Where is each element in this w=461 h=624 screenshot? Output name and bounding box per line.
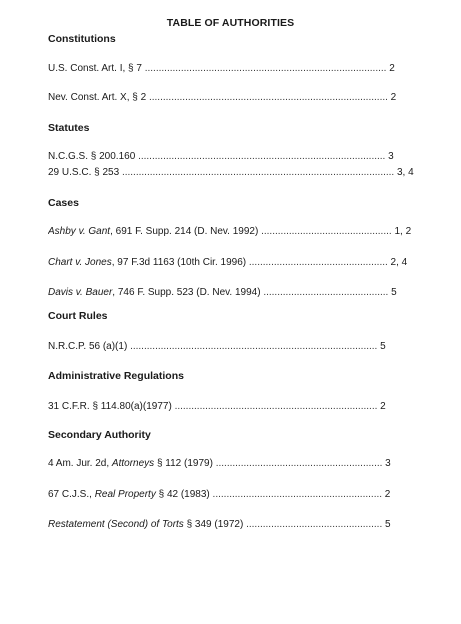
- citation-italic-text: Restatement (Second) of Torts: [48, 519, 184, 530]
- citation-text: § 112 (1979): [154, 458, 216, 469]
- dot-leader: ............................................................: [215, 458, 383, 469]
- citation-text: Nev. Const. Art. X, § 2: [48, 92, 149, 103]
- citation-italic-text: Chart v. Jones: [48, 257, 112, 268]
- authority-entry: [48, 287, 397, 298]
- dot-leader: .............................................: [263, 287, 389, 298]
- citation-italic-text: Ashby v. Gant: [48, 226, 111, 237]
- page-references: 1, 2: [391, 226, 412, 237]
- page-references: 2: [386, 63, 395, 74]
- page-references: 5: [382, 519, 391, 530]
- dot-leader: ......................................................................................: [148, 92, 388, 103]
- authority-entry: [48, 489, 390, 500]
- citation-text: 29 U.S.C. § 253: [48, 167, 122, 178]
- citation-text: 67 C.J.S.,: [48, 489, 95, 500]
- section-heading: Administrative Regulations: [48, 370, 184, 382]
- section-heading: Statutes: [48, 122, 90, 134]
- citation-text: , 97 F.3d 1163 (10th Cir. 1996): [111, 257, 249, 268]
- dot-leader: ..................................................................................................: [121, 167, 395, 178]
- citation-text: 31 C.F.R. § 114.80(a)(1977): [48, 401, 175, 412]
- citation-text: , 691 F. Supp. 214 (D. Nev. 1992): [110, 226, 262, 237]
- citation-text: U.S. Const. Art. I, § 7: [48, 63, 145, 74]
- page-references: 3: [385, 151, 394, 162]
- authority-entry: [48, 458, 391, 469]
- section-heading: Constitutions: [48, 33, 116, 45]
- citation-text: § 42 (1983): [155, 489, 213, 500]
- page-references: 5: [377, 341, 386, 352]
- authority-entry: [48, 167, 414, 178]
- page-references: 2: [387, 92, 397, 103]
- citation-italic-text: Attorneys: [111, 458, 155, 469]
- authority-entry: [48, 257, 407, 268]
- dot-leader: .........................................................................................: [138, 151, 386, 162]
- document-title: TABLE OF AUTHORITIES: [166, 17, 295, 29]
- page-references: 2: [377, 401, 386, 412]
- page-references: 2: [382, 489, 391, 500]
- section-heading: Court Rules: [48, 310, 108, 322]
- citation-italic-text: Davis v. Bauer: [48, 287, 113, 298]
- authority-entry: [48, 401, 386, 412]
- citation-italic-text: Real Property: [94, 489, 156, 500]
- page-references: 3: [382, 458, 391, 469]
- citation-text: , 746 F. Supp. 523 (D. Nev. 1994): [112, 287, 264, 298]
- dot-leader: ..................................................: [248, 257, 388, 268]
- citation-text: § 349 (1972): [183, 519, 247, 530]
- section-heading: Secondary Authority: [48, 429, 151, 441]
- dot-leader: .............................................................: [212, 489, 383, 500]
- page-references: 2, 4: [387, 257, 408, 268]
- dot-leader: ...............................................: [261, 226, 392, 237]
- citation-text: N.R.C.P. 56 (a)(1): [48, 341, 131, 352]
- dot-leader: .......................................................................................: [144, 63, 387, 74]
- authority-entry: [48, 63, 395, 74]
- dot-leader: .................................................: [246, 519, 383, 530]
- dot-leader: .........................................................................................: [130, 341, 378, 352]
- authority-entry: [48, 226, 411, 237]
- citation-text: N.C.G.S. § 200.160: [48, 151, 139, 162]
- dot-leader: .........................................................................: [174, 401, 378, 412]
- citation-text: 4 Am. Jur. 2d,: [48, 458, 112, 469]
- page-references: 3, 4: [394, 167, 414, 178]
- authority-entry: [48, 519, 391, 530]
- authority-entry: [48, 92, 396, 103]
- section-heading: Cases: [48, 197, 79, 209]
- page-references: 5: [388, 287, 397, 298]
- authority-entry: [48, 341, 386, 352]
- authority-entry: [48, 151, 394, 162]
